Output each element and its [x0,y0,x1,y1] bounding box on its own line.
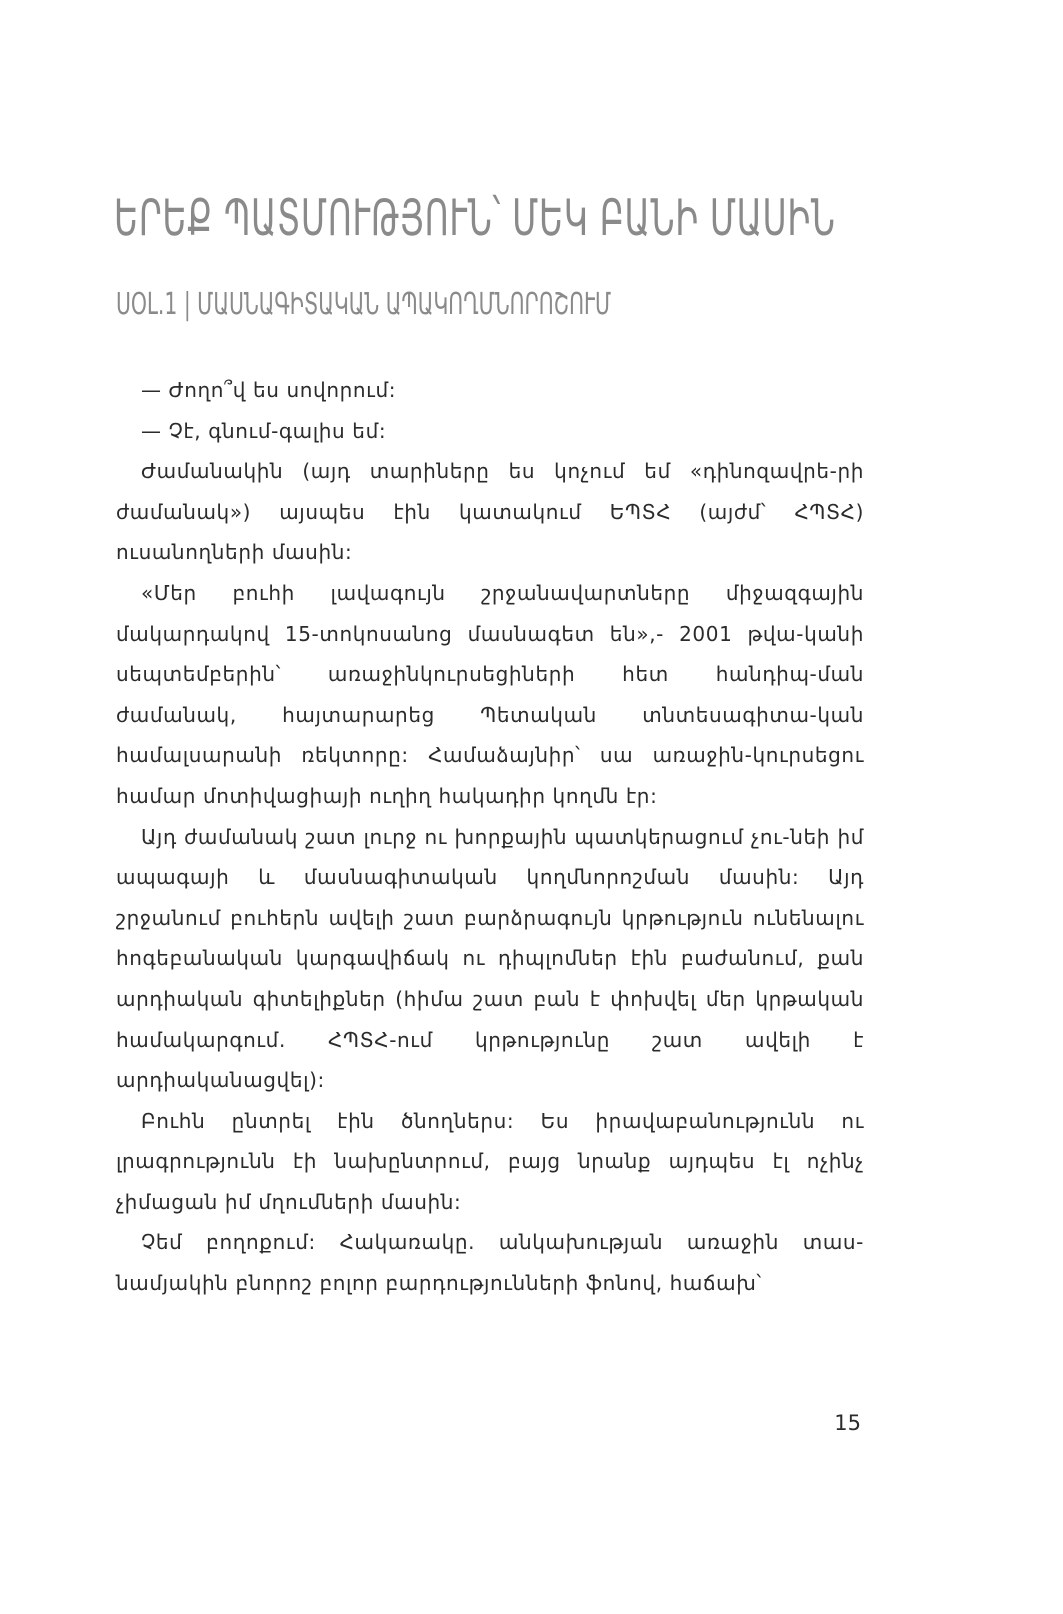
paragraph: — Չէ, գնում-գալիս եմ: [141,418,387,443]
paragraph: Այդ ժամանակ շատ լուրջ ու խորքային պատկերացում չու-նեի իմ ապագայի և մասնագիտական կողմնորոշման մասին: Այդ շրջանում բուհերն ավելի շատ բարձրագույն կրթություն ունենալու հոգեբանական կարգավիճակ ու դիպլոմներ էին բաժանում, քան արդիական գիտելիքներ (հիմա շատ բան է փոխվել մեր կրթական համակարգում. ՀՊՏՀ-ում կրթությունը շատ ավելի է արդիականացվել): [116,824,864,1093]
paragraph: «Մեր բուհի լավագույն շրջանավարտները միջազգային մակարդակով 15-տոկոսանոց մասնագետ են»,- 2001 թվա-կանի սեպտեմբերին՝ առաջինկուրսեցիների հետ հանդիպ-ման ժամանակ, հայտարարեց Պետական տնտեսագիտա-կան համալսարանի ռեկտորը: Համաձայնիր՝ սա առաջին-կուրսեցու համար մոտիվացիայի ուղիղ հակադիր կողմն էր: [116,580,864,808]
paragraph: Ժամանակին (այդ տարիները ես կոչում եմ «դինոզավրե-րի ժամանակ») այսպես էին կատակում ԵՊՏՀ (այժմ՝ ՀՊՏՀ) ուսանողների մասին: [116,459,864,565]
paragraph: Բուհն ընտրել էին ծնողներս: Ես իրավաբանությունն ու լրագրությունն էի նախընտրում, բայց նրանք այդպես էլ ոչինչ չիմացան իմ մղումների մասին: [116,1108,864,1214]
page-number: 15 [834,1411,861,1435]
chapter-title: ԵՐԵՔ ՊԱՏՄՈՒԹՅՈՒՆ՝ ՄԵԿ ԲԱՆԻ ՄԱՍԻՆ [114,189,836,247]
paragraph: Չեմ բողոքում: Հակառակը. անկախության առաջին տաս-նամյակին բնորոշ բոլոր բարդությունների ֆոնով, հաճախ՝ [116,1230,864,1296]
chapter-subtitle: ՍՕԼ.1 | ՄԱՍՆԱԳԻՏԱԿԱՆ ԱՊԱԿՈՂՄՆՈՐՈՇՈՒՄ [116,287,612,322]
body-text [116,370,864,1304]
paragraph: — Ժողո՞վ ես սովորում: [141,378,397,402]
